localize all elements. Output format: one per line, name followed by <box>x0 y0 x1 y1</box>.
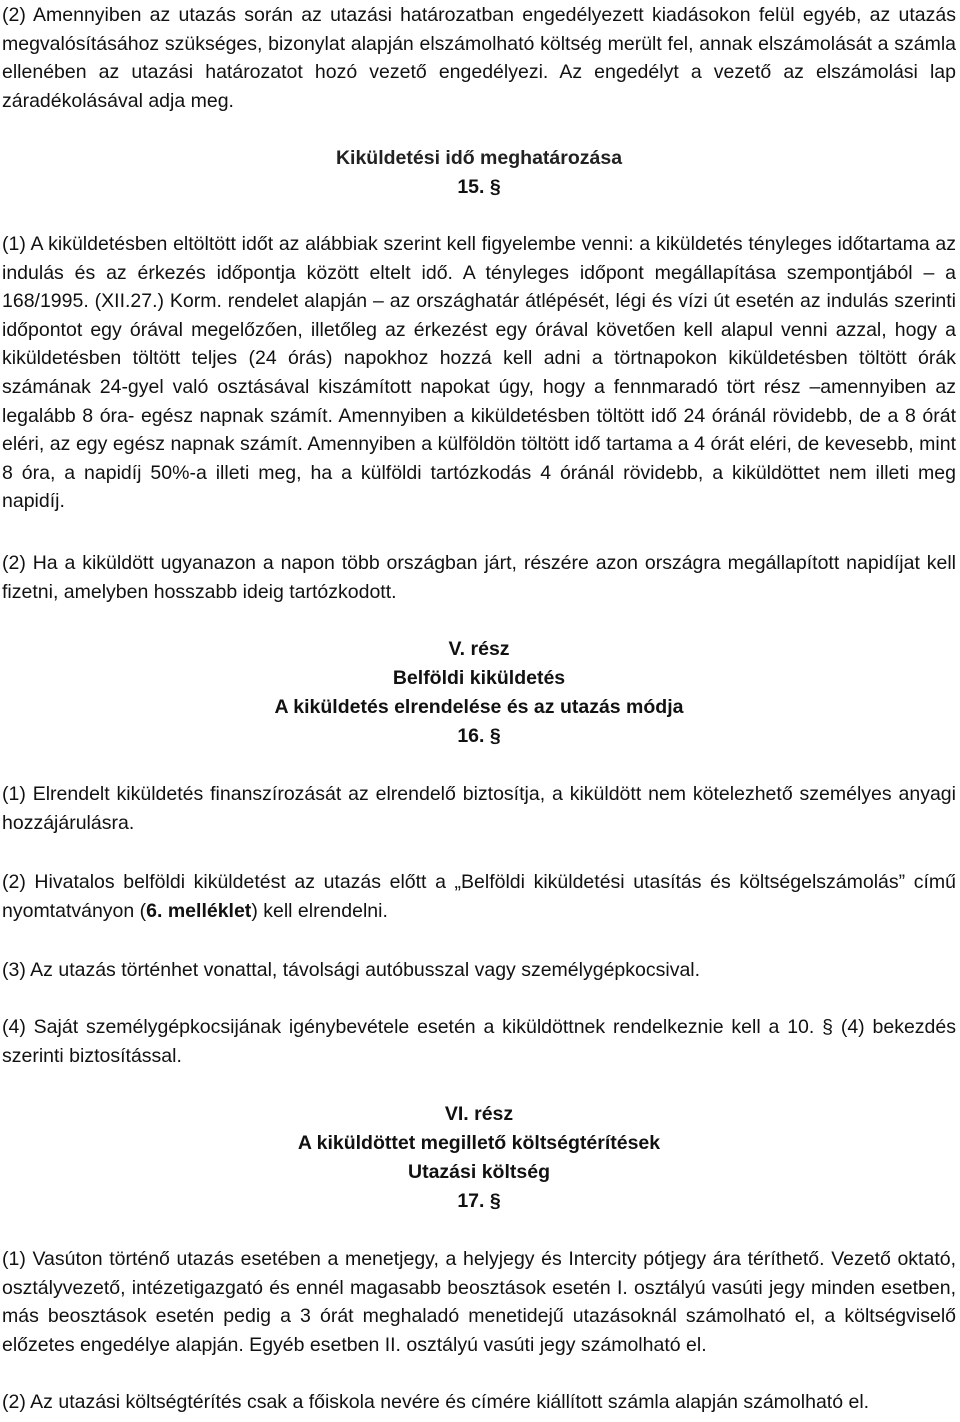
paragraph-16-2-start: (2) Hivatalos belföldi kiküldetést az utazás előtt a „Belföldi kiküldetési utasítás és költségelszámolás” című nyomtatványon ( <box>2 871 956 922</box>
heading-kikuldetesi-ido: Kiküldetési idő meghatározása <box>335 147 623 169</box>
paragraph-expense-2: (2) Amennyiben az utazás során az utazási határozatban engedélyezett kiadásokon felül egyéb, az utazás megvalósításához szükséges, bizonylat alapján elszámolható költség merült fel, annak elszámolását a számla ellenében az utazási határozatot hozó vezető engedélyezi. Az engedélyt a vezető az elszámolási lap záradékolásával adja meg. <box>2 4 956 112</box>
annex-6-reference: 6. melléklet <box>146 899 252 922</box>
paragraph-15-1: (1) A kiküldetésben eltöltött időt az alábbiak szerint kell figyelembe venni: a kiküldetés tényleges időtartama az indulás és az érkezés időpontja között eltelt idő. A tényleges időpont megállapítása szempontjából – a 168/1995. (XII.27.) Korm. rendelet alapján – az országhatár átlépését, légi és vízi út esetén az indulás szerinti időpontot egy órával megelőzően, illetőleg az érkezést egy órával követően kell alapul venni azzal, hogy a kiküldetésben töltött teljes (24 órás) napokhoz hozzá kell adni a törtnapokon kiküldetésben töltött órák számának 24-gyel való osztásával kiszámított napokat úgy, hogy a fennmaradó tört rész –amennyiben az legalább 8 óra- egész napnak számít. Amennyiben a kiküldetésben töltött idő 24 óránál rövidebb, de a 8 órát eléri, az egy egész napnak számít. Amennyiben a külföldön töltött idő tartama a 4 órát eléri, de kevesebb, mint 8 óra, a napidíj 50%-a illeti meg, ha a külföldi tartózkodás 4 óránál rövidebb, a kiküldöttet nem illeti meg napidíj. <box>2 233 956 513</box>
part-v-title: V. rész <box>448 638 510 660</box>
paragraph-16-1: (1) Elrendelt kiküldetés finanszírozását az elrendelő biztosítja, a kiküldött nem kötelezhető személyes anyagi hozzájárulásra. <box>2 783 956 834</box>
paragraph-17-2: (2) Az utazási költségtérítés csak a főiskola nevére és címére kiállított számla alapján számolható el. <box>2 1391 870 1413</box>
paragraph-17-1: (1) Vasúton történő utazás esetében a menetjegy, a helyjegy és Intercity pótjegy ára téríthető. Vezető oktató, osztályvezető, intézetigazgató és ennél magasabb beosztások esetén I. osztályú vasúti jegy minden esetben, más beosztások esetén pedig a 3 órát meghaladó menetidejű utazásoknál számolható el, a költségviselő előzetes engedélye alapján. Egyéb esetben II. osztályú vasúti jegy számolható el. <box>2 1248 956 1356</box>
section-15: 15. § <box>457 176 501 198</box>
part-vi-title: VI. rész <box>444 1103 514 1125</box>
heading-elrendeles: A kiküldetés elrendelése és az utazás módja <box>274 696 684 718</box>
paragraph-16-4: (4) Saját személygépkocsijának igénybevétele esetén a kiküldöttnek rendelkeznie kell a 10. § (4) bekezdés szerinti biztosítással. <box>2 1016 956 1067</box>
heading-koltsegtérites: A kiküldöttet megillető költségtérítések <box>297 1132 661 1154</box>
heading-belfoldi-kikuldetes: Belföldi kiküldetés <box>392 667 566 689</box>
paragraph-15-2: (2) Ha a kiküldött ugyanazon a napon több országban járt, részére azon országra megállapított napidíjat kell fizetni, amelyben hosszabb ideig tartózkodott. <box>2 552 956 603</box>
heading-utazasi-koltseg: Utazási költség <box>408 1161 550 1183</box>
section-17: 17. § <box>457 1190 501 1212</box>
paragraph-16-2 <box>2 868 956 925</box>
section-16: 16. § <box>457 725 501 747</box>
paragraph-16-3: (3) Az utazás történhet vonattal, távolsági autóbusszal vagy személygépkocsival. <box>2 959 701 981</box>
paragraph-16-2-end: ) kell elrendelni. <box>251 899 388 922</box>
